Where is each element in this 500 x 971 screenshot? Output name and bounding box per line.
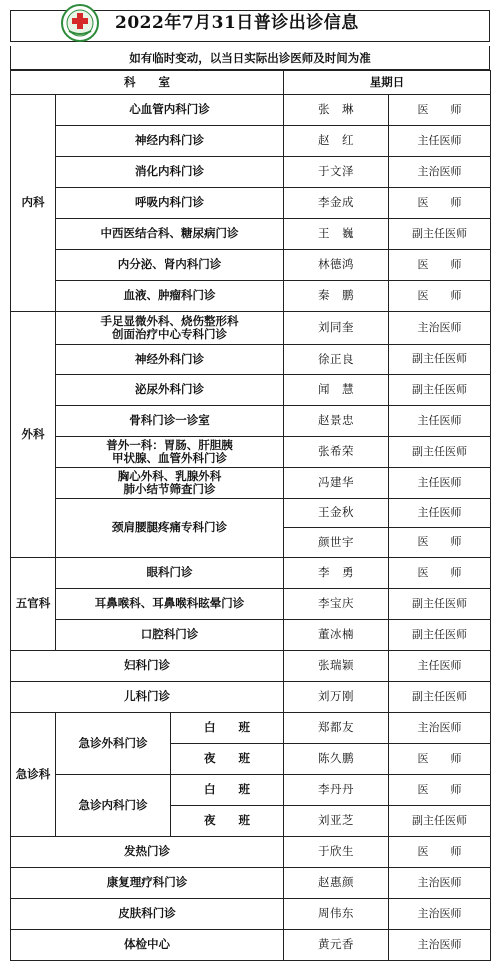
title-cell: 主治医师 (389, 312, 491, 345)
shift-cell: 白 班 (171, 775, 284, 806)
doctor-cell: 郑都友 (284, 713, 389, 744)
doctor-cell: 张希荣 (284, 437, 389, 468)
dept-cell: 骨科门诊一诊室 (56, 406, 284, 437)
doctor-cell: 张 琳 (284, 95, 389, 126)
title-cell: 主治医师 (389, 899, 491, 930)
doctor-cell: 刘万刚 (284, 682, 389, 713)
doctor-cell: 闻 慧 (284, 375, 389, 406)
dept-cell: 康复理疗科门诊 (11, 868, 284, 899)
title-cell: 主任医师 (389, 468, 491, 499)
dept-cell: 急诊外科门诊 (56, 713, 171, 775)
dept-cell: 神经内科门诊 (56, 126, 284, 157)
dept-cell: 妇科门诊 (11, 651, 284, 682)
doctor-cell: 董冰楠 (284, 620, 389, 651)
title-cell: 主治医师 (389, 713, 491, 744)
title-cell: 副主任医师 (389, 219, 491, 250)
schedule-table (10, 70, 491, 961)
dept-cell: 眼科门诊 (56, 558, 284, 589)
doctor-cell: 张瑞颖 (284, 651, 389, 682)
doctor-cell: 李丹丹 (284, 775, 389, 806)
title-cell: 副主任医师 (389, 806, 491, 837)
title-cell: 医 师 (389, 281, 491, 312)
doctor-cell: 颜世宇 (284, 528, 389, 558)
title-cell: 主任医师 (389, 651, 491, 682)
dept-cell: 泌尿外科门诊 (56, 375, 284, 406)
title-cell: 副主任医师 (389, 682, 491, 713)
shift-cell: 夜 班 (171, 806, 284, 837)
doctor-cell: 秦 鹏 (284, 281, 389, 312)
dept-cell: 颈肩腰腿疼痛专科门诊 (56, 499, 284, 558)
dept-cell: 神经外科门诊 (56, 345, 284, 375)
doctor-cell: 刘亚芝 (284, 806, 389, 837)
title-cell: 医 师 (389, 250, 491, 281)
shift-cell: 夜 班 (171, 744, 284, 775)
doctor-cell: 赵惠颜 (284, 868, 389, 899)
doctor-cell: 赵景忠 (284, 406, 389, 437)
doctor-cell: 于文泽 (284, 157, 389, 188)
dept-cell: 皮肤科门诊 (11, 899, 284, 930)
dept-cell: 胸心外科、乳腺外科 肺小结节筛查门诊 (56, 468, 284, 499)
group-label: 急诊科 (11, 713, 56, 837)
header-weekday: 星期日 (284, 71, 491, 95)
doctor-cell: 于欣生 (284, 837, 389, 868)
title-cell: 主治医师 (389, 930, 491, 961)
doctor-cell: 王金秋 (284, 499, 389, 528)
title-cell: 副主任医师 (389, 589, 491, 620)
title-cell: 医 师 (389, 775, 491, 806)
title-cell: 主任医师 (389, 126, 491, 157)
title-cell: 医 师 (389, 744, 491, 775)
dept-cell: 呼吸内科门诊 (56, 188, 284, 219)
title-cell: 医 师 (389, 95, 491, 126)
title-cell: 副主任医师 (389, 620, 491, 651)
doctor-cell: 李宝庆 (284, 589, 389, 620)
doctor-cell: 陈久鹏 (284, 744, 389, 775)
dept-cell: 手足显微外科、烧伤整形科 创面治疗中心专科门诊 (56, 312, 284, 345)
doctor-cell: 徐正良 (284, 345, 389, 375)
dept-cell: 体检中心 (11, 930, 284, 961)
doctor-cell: 李金成 (284, 188, 389, 219)
doctor-cell: 赵 红 (284, 126, 389, 157)
title-cell: 主治医师 (389, 868, 491, 899)
title-cell: 副主任医师 (389, 345, 491, 375)
title-cell: 主任医师 (389, 499, 491, 528)
title-cell: 主治医师 (389, 157, 491, 188)
group-label: 内科 (11, 95, 56, 312)
dept-cell: 血液、肿瘤科门诊 (56, 281, 284, 312)
header-dept: 科 室 (11, 71, 284, 95)
doctor-cell: 林德鸿 (284, 250, 389, 281)
dept-cell: 中西医结合科、糖尿病门诊 (56, 219, 284, 250)
shift-cell: 白 班 (171, 713, 284, 744)
doctor-cell: 李 勇 (284, 558, 389, 589)
hospital-logo-icon (60, 3, 100, 43)
title-cell: 医 师 (389, 837, 491, 868)
title-cell: 副主任医师 (389, 375, 491, 406)
doctor-cell: 王 巍 (284, 219, 389, 250)
dept-cell: 急诊内科门诊 (56, 775, 171, 837)
title-cell: 医 师 (389, 558, 491, 589)
doctor-cell: 黄元香 (284, 930, 389, 961)
doctor-cell: 刘同奎 (284, 312, 389, 345)
dept-cell: 耳鼻喉科、耳鼻喉科眩晕门诊 (56, 589, 284, 620)
dept-cell: 普外一科：胃肠、肝胆胰 甲状腺、血管外科门诊 (56, 437, 284, 468)
title-cell: 主任医师 (389, 406, 491, 437)
dept-cell: 心血管内科门诊 (56, 95, 284, 126)
group-label: 外科 (11, 312, 56, 558)
title-cell: 医 师 (389, 188, 491, 219)
doctor-cell: 周伟东 (284, 899, 389, 930)
title-cell: 副主任医师 (389, 437, 491, 468)
dept-cell: 消化内科门诊 (56, 157, 284, 188)
dept-cell: 口腔科门诊 (56, 620, 284, 651)
title-cell: 医 师 (389, 528, 491, 558)
dept-cell: 内分泌、肾内科门诊 (56, 250, 284, 281)
dept-cell: 儿科门诊 (11, 682, 284, 713)
doctor-cell: 冯建华 (284, 468, 389, 499)
group-label: 五官科 (11, 558, 56, 651)
dept-cell: 发热门诊 (11, 837, 284, 868)
page-title: 2022年7月31日普诊出诊信息 (115, 13, 359, 33)
notice-text: 如有临时变动，以当日实际出诊医师及时间为准 (10, 46, 490, 70)
